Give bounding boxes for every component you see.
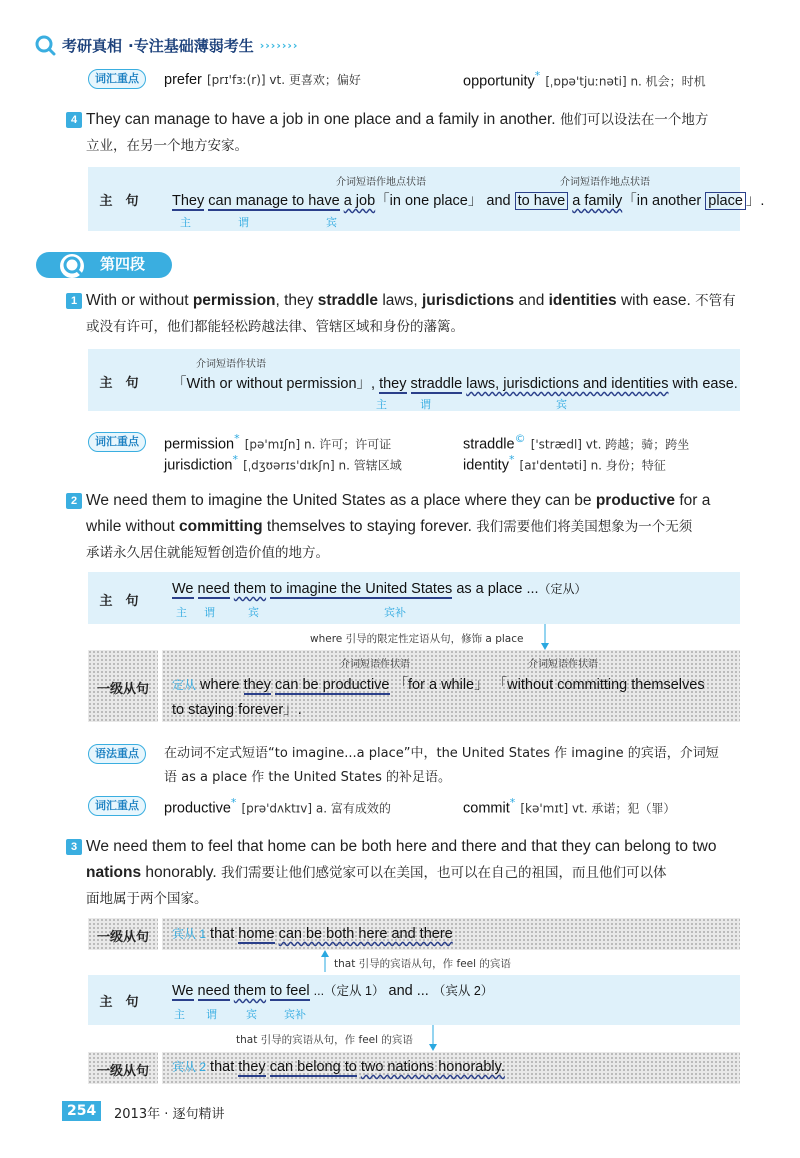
role-label: 宾	[248, 606, 259, 619]
sentence-1	[66, 288, 756, 340]
subject: they	[379, 376, 407, 392]
star-icon: *	[534, 69, 541, 82]
predicate: need	[197, 581, 230, 597]
predicate: can belong to	[269, 1059, 357, 1075]
predicate: can be productive	[275, 677, 390, 693]
brand-name: 考研真相	[62, 36, 123, 55]
punctuation: 」.	[745, 193, 765, 209]
vocab-item	[463, 432, 689, 452]
vocab-word: jurisdiction	[164, 457, 233, 474]
clause-label: 一级从句	[96, 682, 149, 697]
sentence-cn: 面地属于两个国家。	[86, 891, 208, 907]
annotation-note: 介词短语作地点状语	[336, 177, 426, 188]
object: a job	[343, 193, 376, 209]
adverbial: 「in one place」	[375, 193, 483, 209]
predicate: can manage to have	[208, 193, 340, 209]
role-label: 谓	[206, 1008, 217, 1021]
object: laws, jurisdictions and identities	[466, 376, 669, 392]
subject: They	[172, 193, 205, 209]
sentence-cn: 不管有	[695, 293, 736, 309]
vocab-word: identity	[463, 457, 509, 474]
subject: We	[172, 581, 194, 597]
star-icon: *	[508, 453, 515, 466]
subject: home	[238, 926, 275, 942]
vocab-detail: [prə'dʌktɪv] a. 富有成效的	[241, 801, 391, 816]
grammar-text: 在动词不定式短语“to imagine...a place”中，the United States 作 imagine 的宾语，介词短	[164, 746, 719, 761]
keyword: nations	[86, 864, 142, 881]
annotation-note: 介词短语作地点状语	[560, 177, 650, 188]
sentence-text: with ease.	[616, 292, 691, 309]
subject: they	[243, 677, 271, 693]
header-brand	[34, 34, 298, 56]
page-number: 254	[62, 1101, 101, 1121]
keyword: straddle	[317, 292, 379, 309]
star-icon: *	[234, 432, 240, 445]
object: them	[233, 581, 267, 597]
predicate: can be both here and there	[278, 926, 453, 942]
keyword: committing	[179, 518, 263, 535]
annotation-note: 介词短语作状语	[528, 659, 598, 670]
role-label: 主	[376, 398, 387, 411]
clause-ref: （定从）	[538, 582, 587, 596]
role-label: 宾	[326, 216, 337, 229]
vocab-item	[164, 432, 391, 452]
sentence-4	[66, 107, 756, 159]
clause-ref: （宾从 2）	[432, 984, 494, 998]
footer-title: 2013年 · 逐句精讲	[114, 1107, 225, 1122]
predicate: need	[197, 983, 230, 999]
analyzed-sentence	[172, 673, 705, 694]
sentence-cn: 承诺永久居住就能短暂创造价值的地方。	[86, 545, 329, 561]
vocab-word: commit	[463, 800, 510, 817]
clause-label: 主 句	[99, 995, 139, 1010]
connector-note: where 引导的限定性定语从句，修饰 a place	[310, 633, 524, 645]
grammar-text: 语 as a place 作 the United States 的补足语。	[164, 770, 451, 785]
vocab-tag: 词汇重点	[88, 432, 146, 452]
object: two nations honorably.	[360, 1059, 505, 1075]
vocab-detail: [prɪ'fɜː(r)] vt. 更喜欢；偏好	[206, 73, 361, 87]
header-arrows-icon: ›››››››	[259, 38, 299, 52]
role-label: 主	[176, 606, 187, 619]
sentence-text: We need them to imagine the United States as a place where they can be	[86, 492, 596, 509]
relative-word: that	[210, 1059, 235, 1075]
sentence-number: 2	[66, 493, 82, 509]
vocab-detail: [pə'mɪʃn] n. 许可；许可证	[244, 437, 392, 452]
sentence-number: 4	[66, 112, 82, 128]
vocab-item	[463, 69, 706, 89]
sentence-text: laws,	[378, 292, 422, 309]
role-label: 主	[174, 1008, 185, 1021]
vocab-item	[164, 69, 361, 88]
role-label: 宾补	[384, 606, 406, 619]
role-label: 谓	[204, 606, 215, 619]
conjunction: and	[486, 193, 511, 209]
vocab-detail: ['strædl] vt. 跨越；骑；跨坐	[530, 437, 690, 452]
sentence-text: and	[514, 292, 549, 309]
star-icon: *	[232, 453, 238, 466]
sentence-cn: 立业，在另一个地方安家。	[86, 138, 248, 154]
vocab-item	[164, 453, 402, 473]
role-label: 宾	[246, 1008, 257, 1021]
vocab-word: permission	[164, 436, 235, 453]
sentence-en: They can manage to have a job in one place and a family in another.	[86, 111, 556, 128]
vocab-item	[463, 796, 675, 816]
clause-label: 一级从句	[96, 1064, 149, 1079]
sentence-2	[66, 488, 766, 566]
arrow-up-icon	[320, 950, 330, 972]
vocab-detail: [aɪ'dentəti] n. 身份；特征	[519, 458, 666, 473]
predicate: straddle	[410, 376, 463, 392]
adverbial: 「in another	[622, 193, 702, 209]
sentence-text: , they	[275, 292, 318, 309]
boxed-word: place	[705, 192, 746, 210]
vocab-word: opportunity	[463, 73, 535, 90]
object: a family	[572, 193, 623, 209]
role-label: 谓	[420, 398, 431, 411]
star-icon: *	[230, 796, 237, 809]
adverbial: with ease.	[672, 376, 738, 392]
arrow-down-icon	[540, 624, 550, 650]
arrow-down-icon	[428, 1025, 438, 1051]
sentence-text: honorably.	[141, 864, 217, 881]
vocab-detail: [ˌdʒʊərɪs'dɪkʃn] n. 管辖区域	[243, 458, 402, 473]
copyright-icon: ©	[514, 432, 526, 445]
grammar-note	[164, 742, 719, 790]
vocab-word: prefer	[164, 72, 202, 88]
sentence-cn: 或没有许可，他们都能轻松跨越法律、管辖区域和身份的藩篱。	[86, 319, 464, 335]
role-label: 主	[180, 216, 191, 229]
vocab-tag: 词汇重点	[88, 796, 146, 816]
vocab-item	[164, 796, 391, 816]
clause-label: 主 句	[99, 194, 139, 209]
role-label: 谓	[238, 216, 249, 229]
clause-ref: ...（定从 1）	[313, 984, 385, 998]
magnifier-logo-icon	[34, 34, 56, 56]
annotation-note: 介词短语作状语	[196, 359, 266, 370]
sentence-cn: 我们需要让他们感觉家可以在美国，也可以在自己的祖国，而且他们可以体	[220, 865, 667, 881]
connector-note: that 引导的宾语从句，作 feel 的宾语	[334, 958, 511, 970]
sentence-3	[66, 834, 766, 912]
clause-label: 主 句	[99, 594, 139, 609]
relative-word: where	[200, 677, 240, 693]
relative-word: that	[210, 926, 235, 942]
vocab-detail: [kə'mɪt] vt. 承诺；犯（罪）	[520, 801, 676, 816]
adverbial: 「With or without permission」,	[172, 376, 376, 392]
adverbial: 「without committing themselves	[492, 677, 705, 693]
vocab-item	[463, 453, 666, 473]
subject: they	[238, 1059, 266, 1075]
sentence-text: With or without	[86, 292, 193, 309]
clause-tag: 宾从 1	[172, 927, 207, 941]
grammar-tag: 语法重点	[88, 744, 146, 764]
object-complement: to imagine the United States	[270, 581, 453, 597]
predicate-boxed: to have	[515, 192, 569, 210]
section-title: 第四段	[100, 255, 146, 273]
sentence-text: while without	[86, 518, 180, 535]
clause-tag: 宾从 2	[172, 1060, 207, 1074]
clause-ref: and ...	[388, 983, 429, 999]
vocab-detail: [ˌɒpə'tjuːnəti] n. 机会；时机	[545, 74, 706, 89]
keyword: permission	[192, 292, 276, 309]
analyzed-sentence	[172, 981, 493, 999]
keyword: jurisdictions	[421, 292, 515, 309]
sentence-cn: 他们可以设法在一个地方	[559, 112, 709, 128]
sentence-text: We need them to feel that home can be both here and there and that they can belong to two	[86, 838, 717, 855]
sentence-text: for a	[675, 492, 711, 509]
object-complement: to feel	[270, 983, 310, 999]
role-label: 宾补	[284, 1008, 306, 1021]
clause-tag: 定从	[172, 678, 197, 692]
sentence-number: 3	[66, 839, 82, 855]
vocab-word: productive	[164, 800, 231, 817]
vocab-tag: 词汇重点	[88, 69, 146, 89]
keyword: productive	[595, 492, 676, 509]
clause-label: 主 句	[99, 376, 139, 391]
clause-label: 一级从句	[96, 930, 149, 945]
sentence-number: 1	[66, 293, 82, 309]
sentence-text: themselves to staying forever.	[262, 518, 472, 535]
role-label: 宾	[556, 398, 567, 411]
object: them	[233, 983, 267, 999]
sentence-cn: 我们需要他们将美国想象为一个无须	[476, 519, 693, 535]
analyzed-sentence	[172, 925, 453, 942]
star-icon: *	[509, 796, 516, 809]
brand-slogan: ·专注基础薄弱考生	[128, 36, 254, 55]
annotation-note: 介词短语作状语	[340, 659, 410, 670]
analyzed-sentence	[172, 1058, 505, 1075]
analyzed-sentence	[172, 580, 587, 597]
magnifier-icon	[58, 252, 88, 282]
connector-note: that 引导的宾语从句，作 feel 的宾语	[236, 1034, 413, 1046]
adverbial: 「for a while」	[393, 677, 489, 693]
clause-ref: as a place ...	[456, 581, 539, 597]
vocab-word: straddle	[463, 436, 515, 453]
analyzed-sentence	[172, 372, 738, 393]
subject: We	[172, 983, 194, 999]
keyword: identities	[548, 292, 617, 309]
analyzed-sentence	[172, 189, 764, 210]
analyzed-sentence-cont: to staying forever」.	[172, 702, 302, 718]
